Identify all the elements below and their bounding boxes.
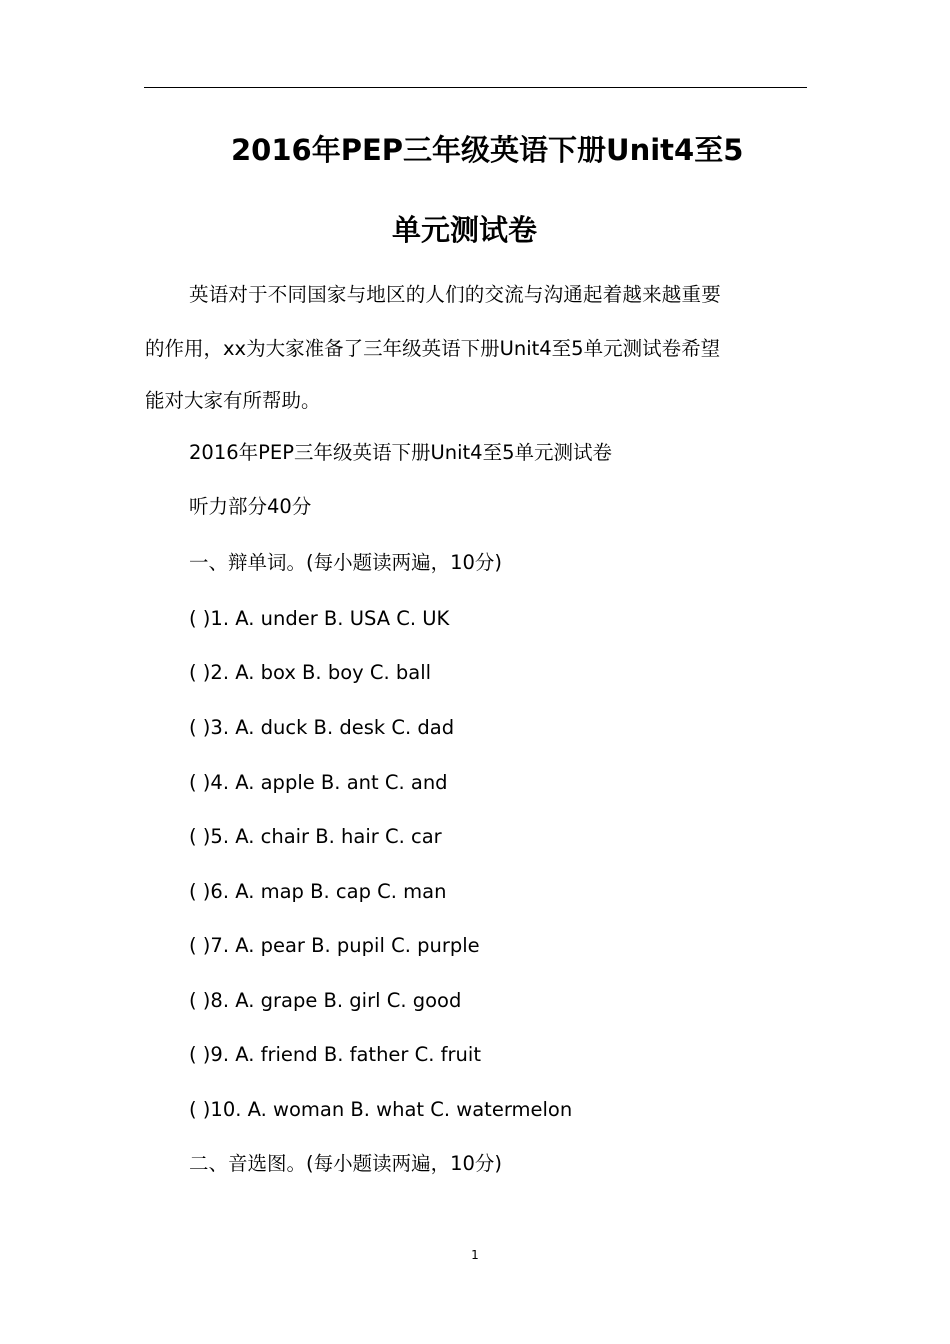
question-item: ( )1. A. under B. USA C. UK (189, 607, 450, 630)
page-number: 1 (471, 1248, 479, 1262)
question-item: ( )2. A. box B. boy C. ball (189, 661, 432, 684)
question-item: ( )6. A. map B. cap C. man (189, 880, 447, 903)
title-line-2: 单元测试卷 (392, 213, 538, 247)
intro-line-1: 英语对于不同国家与地区的人们的交流与沟通起着越来越重要 (189, 283, 721, 306)
title-line-1: 2016年PEP三年级英语下册Unit4至5 (231, 133, 744, 167)
question-item: ( )5. A. chair B. hair C. car (189, 825, 442, 848)
question-item: ( )8. A. grape B. girl C. good (189, 989, 462, 1012)
intro-line-2: 的作用，xx为大家准备了三年级英语下册Unit4至5单元测试卷希望 (145, 337, 721, 360)
section-line: 一、辩单词。(每小题读两遍，10分) (189, 551, 503, 574)
question-item: ( )4. A. apple B. ant C. and (189, 771, 448, 794)
section-heading: 二、音选图。(每小题读两遍，10分) (189, 1152, 503, 1175)
question-item: ( )7. A. pear B. pupil C. purple (189, 934, 480, 957)
section-line: 2016年PEP三年级英语下册Unit4至5单元测试卷 (189, 441, 612, 464)
section-line: 听力部分40分 (189, 495, 312, 518)
intro-line-3: 能对大家有所帮助。 (145, 389, 321, 412)
header-rule (144, 87, 807, 88)
question-item: ( )9. A. friend B. father C. fruit (189, 1043, 481, 1066)
question-item: ( )3. A. duck B. desk C. dad (189, 716, 455, 739)
question-item: ( )10. A. woman B. what C. watermelon (189, 1098, 573, 1121)
